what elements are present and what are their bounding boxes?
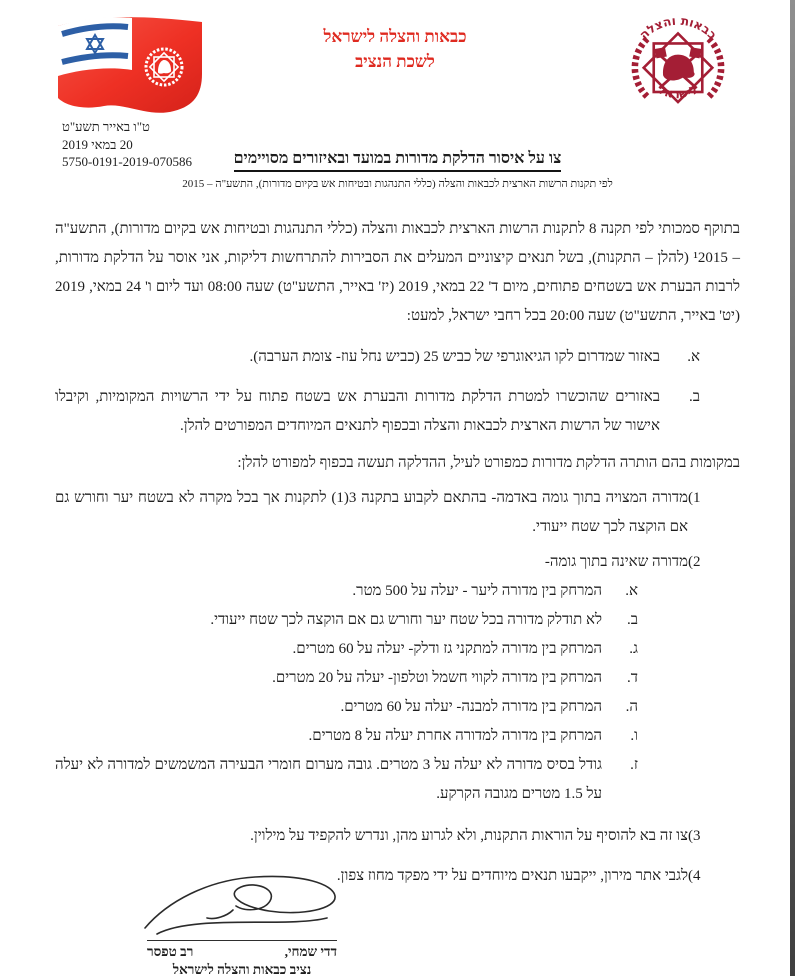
list-item [55,606,688,635]
list-item-marker: ז. [630,757,638,773]
conditions-intro: במקומות בהם הותרה הדלקת מדורות כמפורט לעיל, ההדלקה תעשה בכפוף למפורט להלן: [237,455,740,471]
emblem-bottom-text: לישראל [655,82,701,102]
emblem-top-text: כבאות והצלה [636,13,720,43]
doc-legal-basis: לפי תקנות הרשות הארצית לכבאות והצלה (כללי התנהגות ובטיחות אש בקיום מדורות), התשע"ה – 2015 [182,178,613,190]
list-item [55,484,740,542]
handwritten-signature-icon [137,868,382,942]
list-item [55,383,740,441]
list-item-text: המרחק בין מדורה למבנה- יעלה על 60 מטרים. [340,699,602,715]
svg-text:כבאות והצלה [637,14,720,42]
list-item-marker: ג. [629,641,638,657]
list-item-marker: (2 [688,554,701,570]
doc-title-block [65,150,730,191]
fire-rescue-emblem [622,8,734,120]
fire-helmet-icon [663,55,695,81]
signatory-rank: רב טפסר [147,944,194,959]
hebrew-date: ט"ו באייר תשע"ט [62,119,150,134]
list-item [55,693,688,722]
emblem-icon [622,8,734,120]
list-item [55,635,688,664]
flag-icon [52,12,210,117]
list-item-marker: (4 [688,868,701,884]
exceptions-list [55,343,740,441]
list-item-marker: (3 [688,828,701,844]
signatory-title: נציב כבאות והצלה לישראל [172,962,312,976]
signature-block [85,868,337,976]
list-item-marker: ה. [625,699,638,715]
list-item-text: מדורה המצויה בתוך גומה באדמה- בהתאם לקבוע בתקנה 3(1) לתקנות אך בכל מקרה לא בשטח יער וחורש גם אם הוקצה לכך שטח ייעודי. [55,490,688,535]
list-item-marker: ו. [630,728,638,744]
doc-title: צו על איסור הדלקת מדורות במועד ובאיזורים מסויימים [234,150,562,172]
list-item [55,343,740,372]
org-title [240,24,550,74]
list-item [55,822,740,851]
signatory-names [147,940,337,976]
list-item-text: המרחק בין מדורה למדורה אחרת יעלה על 8 מטרים. [308,728,602,744]
list-item-marker: (1 [688,490,701,506]
list-item [55,664,688,693]
list-item-text: לא תודלק מדורה בכל שטח יער וחורש גם אם הוקצה לכך שטח ייעודי. [210,612,602,628]
opening-paragraph: בתוקף סמכותי לפי תקנה 8 לתקנות הרשות הארצית לכבאות והצלה (כללי התנהגות ובטיחות אש בקיום מדורות), התשע"ה – ¹2015 (להלן – התקנות), בשל תנאים קיצוניים המעלים את הסבירות להתרחשות דליקות, אני אוסר על הדלקת מדורות, לרבות הבערת אש בשטחים פתוחים, מיום ד' 22 במאי, 2019 (יז' באייר, התשע"ט) שעה 08:00 ועד ליום ו' 24 במאי, 2019 (יט' באייר, התשע"ט) שעה 20:00 בכל רחבי ישראל, למעט: [55,221,741,324]
list-item-text: באזורים שהוכשרו למטרת הדלקת מדורות והבערת אש בשטח פתוח על ידי הרשויות המקומיות, וקיבלו אישור של הרשות הארצית לכבאות והצלה ובכפוף לתנאים המיוחדים המפורטים להלן. [55,389,660,434]
list-item-marker: א. [687,349,700,365]
list-item-marker: א. [625,583,638,599]
conditions-list [55,484,740,891]
sub-list [55,577,688,809]
list-item-text: לגבי אתר מירון, ייקבעו תנאים מיוחדים על ידי מפקד מחוז צפון. [336,868,688,884]
fire-service-flag [52,12,210,117]
list-item [55,577,688,606]
scan-edge-strip [790,0,795,976]
svg-text:לישראל [656,82,700,101]
gregorian-date: 20 במאי 2019 [62,136,133,152]
list-item-marker: ב. [689,389,700,405]
list-item [55,751,688,809]
list-item [55,722,688,751]
document-body [55,215,740,897]
reference-number: 5750-0191-2019-070586 [62,154,192,169]
list-item-marker: ב. [627,612,638,628]
list-item-text: המרחק בין מדורה למתקני גז ודלק- יעלה על 60 מטרים. [292,641,602,657]
list-item [55,548,740,809]
list-item-text: באזור שמדרום לקו הגיאוגרפי של כביש 25 (כביש נחל עוז- צומת הערבה). [249,349,660,365]
list-item-text: גודל בסיס מדורה לא יעלה על 3 מטרים. גובה מערום חומרי הבעירה המשמשים למדורה לא יעלה על 1.5 מטרים מגובה הקרקע. [55,757,603,802]
list-item-text: צו זה בא להוסיף על הוראות התקנות, ולא לגרוע מהן, ונדרש להקפיד על מילוין. [250,828,688,844]
list-item-text: המרחק בין מדורה לקווי חשמל וטלפון- יעלה על 20 מטרים. [272,670,602,686]
list-item-marker: ד. [627,670,638,686]
list-item-text: המרחק בין מדורה ליער - יעלה על 500 מטר. [352,583,602,599]
signatory-name: דדי שמחי, [284,944,337,959]
list-item-text: מדורה שאינה בתוך גומה- א. המרחק בין מדורה ליער - יעלה על 500 מטר. ב. לא תודלק מדורה בכל שטח יער וחורש גם אם הוקצה לכך שטח ייעודי. ג. המרחק בין מדורה למתקני גז ודלק- יעלה על 60 מטרים. ד. המרחק בין מדורה לקווי חשמל וטלפון- יעלה על 20 מטרים. ה. המרחק בין מדורה למבנה- יעלה על 60 מטרים. ו. המרחק בין מדורה למדורה אחרת יעלה על 8 מטרים. ז. גודל בסיס מדורה לא יעלה על 3 מטרים. גובה מערום חומרי הבעירה המשמשים למדורה לא יעלה על 1.5 מטרים מגובה הקרקע. [55,548,688,809]
org-title-line1: כבאות והצלה לישראל [323,27,467,46]
org-title-line2: לשכת הנציב [355,52,435,71]
